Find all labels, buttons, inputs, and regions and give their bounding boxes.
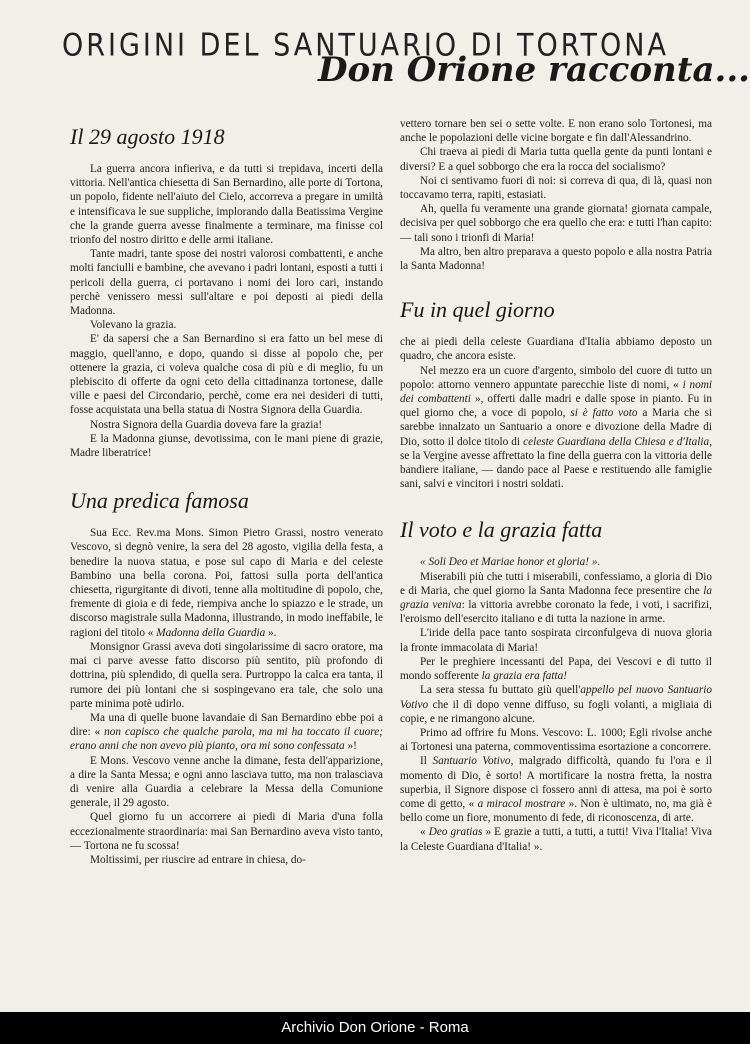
paragraph: Volevano la grazia.	[90, 319, 177, 332]
section-heading-quel-giorno: Fu in quel giorno	[400, 297, 555, 323]
section-heading-predica: Una predica famosa	[70, 488, 249, 514]
paragraph: Nostra Signora della Guardia doveva fare la grazia!	[90, 418, 323, 431]
paragraph: E Mons. Vescovo venne anche la dimane, festa dell'apparizione, a dire la Santa Messa; e ogni anno lasciava tutto, ma non tralasciava di venire alla Guardia a celebrare la Messa della Comunione generale, il 29 agosto.	[70, 754, 383, 810]
paragraph: Ma altro, ben altro preparava a questo popolo e alla nostra Patria la Santa Madonna!	[400, 245, 712, 273]
page-subtitle: Don Orione racconta...	[318, 50, 750, 90]
paragraph: Sua Ecc. Rev.ma Mons. Simon Pietro Grassi, nostro venerato Vescovo, si degnò venire, la sera del 28 agosto, vigilia della festa, a benedire la nuova statua, e pose sul capo di Maria e del celeste Bambino una bella corona. Poi, fattosi sulla porta dell'antica chiesetta, rigurgitante di divoti, tenne alla moltitudine di popolo, che, fremente di gioia e di fede, riempiva anche lo spiazzo e le strade, un discorso magistrale sulla Madonna, illustrando, in modo ineffabile, le ragioni del titolo « Madonna della Guardia ».	[70, 527, 383, 639]
paragraph: Tante madri, tante spose dei nostri valorosi combattenti, e anche molti fanciulli e bambine, che avevano i padri lontani, esposti a tutti i pericoli della guerra, ci portavano i nomi dei loro cari, instando perchè venissero messi sull'altare e poi deposti ai piedi della Madonna.	[70, 248, 383, 318]
section-heading-29-agosto: Il 29 agosto 1918	[70, 124, 225, 149]
paragraph: Miserabili più che tutti i miserabili, confessiamo, a gloria di Dio e di Maria, che quel giorno la Santa Madonna fece presentire che la grazia veniva: la vittoria avrebbe coronato la fede, i voti, i sacrifizi, l'eroismo dell'esercito italiano e di tutta la nazione in arme.	[400, 570, 713, 626]
paragraph: « Deo gratias » E grazie a tutti, a tutti, a tutti! Viva l'Italia! Viva la Celeste Guardiana d'Italia! ».	[400, 826, 713, 853]
paragraph: La guerra ancora infieriva, e da tutti si trepidava, incerti della vittoria. Nell'antica chiesetta di San Bernardino, alle porte di Tortona, un popolo, fidente nell'aiuto del Cielo, accorreva a pregare in umiltà e intensificava le sue suppliche, implorando dalla Beatissima Vergine che la grande guerra avesse finalmente a terminare, ma finisse col trionfo del nostro diritto e delle armi italiane.	[70, 163, 383, 247]
paragraph: Ah, quella fu veramente una grande giornata! giornata campale, decisiva per quel sobborgo che era quello che era: e tutti l'han capito: — tali sono i trionfi di Maria!	[400, 203, 712, 244]
archive-footer: Archivio Don Orione - Roma	[0, 1012, 750, 1044]
paragraph: Chi traeva ai piedi di Maria tutta quella gente da punti lontani e diversi? E a quel sobborgo che era la rocca del socialismo?	[400, 146, 712, 173]
paragraph: Moltissimi, per riuscire ad entrare in chiesa, do-	[90, 853, 306, 866]
paragraph: L'iride della pace tanto sospirata circonfulgeva di nuova gloria la fronte immacolata di Maria!	[400, 627, 712, 654]
paragraph: Quel giorno fu un accorrere ai piedi di Maria d'una folla eccezionalmente straordinaria: mai San Bernardino aveva visto tanto, — Tortona ne fu scossa!	[70, 811, 383, 852]
page-title: ORIGINI DEL SANTUARIO DI TORTONA	[62, 28, 669, 64]
paragraph: Monsignor Grassi aveva doti singolarissime di sacro oratore, ma mai ci parve avesse fatto discorso più sentito, più profondo di dottrina, più splendido, di quella sera. Purtroppo la calca era tanta, il rumore dei più lontani che si sospingevano era tale, che solo una parte minima potè udirlo.	[70, 640, 383, 710]
paragraph: Primo ad offrire fu Mons. Vescovo: L. 1000; Egli rivolse anche ai Tortonesi una paterna, commoventissima esortazione a concorrere.	[400, 726, 712, 754]
paragraph: E la Madonna giunse, devotissima, con le mani piene di grazie, Madre liberatrice!	[70, 432, 383, 460]
motto: « Soli Deo et Mariae honor et gloria! ».	[420, 556, 601, 569]
paragraph: E' da sapersi che a San Bernardino si era fatto un bel mese di maggio, quell'anno, e dopo, quando si disse al popolo che, per ottenere la grazia, ci voleva qualche cosa di più e di meglio, fu un plebiscito di offerte da ogni ceto della cittadinanza tortonese, dalle ville e paesi del Circondario, perchè, come era nei desideri di tutti, fosse acquistata una bella statua di Nostra Signora della Guardia.	[70, 333, 383, 417]
paragraph: Il Santuario Votivo, malgrado difficoltà, quando fu l'ora e il momento di Dio, è sorto! A mortificare la nostra fretta, la nostra superbia, il Signore dispose ci fossero anni di attesa, ma poi è sorto come di getto, « a miracol mostrare ». Non è ultimato, no, ma già è bello come un fiore, monumento di fede, di riconoscenza, di arte.	[400, 755, 713, 825]
left-column	[70, 114, 383, 867]
paragraph: Ma una di quelle buone lavandaie di San Bernardino ebbe poi a dire: « non capisco che qualche parola, ma mi ha toccato il cuore; erano anni che non avevo più pianto, ora mi sono confessata »!	[70, 711, 384, 753]
paragraph: Nel mezzo era un cuore d'argento, simbolo del cuore di tutto un popolo: attorno vennero appuntate parecchie liste di nomi, « i nomi dei combattenti », offerti dalle madri e dalle spose in pianto. Fu in quel giorno che, a voce di popolo, si è fatto voto a Maria che si sarebbe innalzato un Santuario a onore e divozione della Madre di Dio, sotto il dolce titolo di celeste Guardiana della Chiesa e d'Italia, se la Vergine avesse affrettato la fine della guerra con la vittoria delle bandiere italiane, — dando pace al Paese e restituendo alle famiglie sani, salvi e vincitori i nostri soldati.	[400, 364, 713, 491]
paragraph: Noi ci sentivamo fuori di noi: si correva di qua, di là, quasi non toccavamo terra, rapiti, estasiati.	[400, 174, 712, 202]
section-heading-voto: Il voto e la grazia fatta	[400, 517, 603, 543]
right-column	[400, 117, 712, 854]
paragraph: che ai piedi della celeste Guardiana d'Italia abbiamo deposto un quadro, che ancora esiste.	[400, 336, 712, 363]
paragraph: vettero tornare ben sei o sette volte. E non erano solo Tortonesi, ma anche le popolazioni delle vicine borgate e fin dall'Alessandrino.	[400, 118, 712, 145]
paragraph: La sera stessa fu buttato giù quell'appello pel nuovo Santuario Votivo che il dì dopo venne diffuso, su fogli volanti, a migliaia di copie, e ne rimangono alcune.	[400, 684, 713, 725]
paragraph: Per le preghiere incessanti del Papa, dei Vescovi e di tutto il mondo sofferente la grazia era fatta!	[400, 655, 712, 683]
